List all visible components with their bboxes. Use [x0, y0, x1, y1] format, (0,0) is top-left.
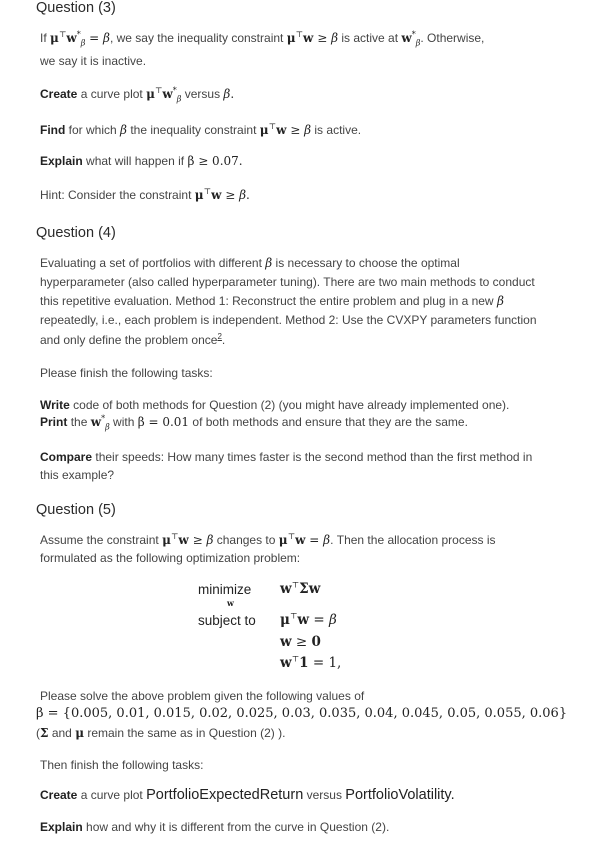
q3-create-task: Create a curve plot $\mu^⊤w^*_\beta$ versus β. — [40, 86, 235, 104]
opt-subject-label: subject to — [198, 613, 256, 628]
opt-subject-row — [198, 613, 256, 628]
q5-assume-changes: changes to — [216, 533, 276, 547]
q5-then-text: Then finish the following tasks: — [40, 758, 204, 772]
q5-solve-line1: Please solve the above problem given the following values of — [40, 689, 365, 703]
q4-line1b-text: is necessary to choose the optimal — [275, 256, 460, 270]
q4-print-bold: Print — [40, 415, 68, 429]
opt-minimize-label: minimize — [198, 582, 252, 597]
q5-beta-values — [36, 704, 596, 723]
optimization-problem — [198, 578, 438, 676]
q3-if-text: If — [40, 31, 47, 45]
q4-para-line1: Evaluating a set of portfolios with different β is necessary to choose the optimal — [40, 256, 460, 270]
opt-objective: w⊤Σw — [280, 580, 321, 597]
q4-compare-text: their speeds: How many times faster is the second method than the first method in — [95, 450, 533, 464]
question-4-heading: Question (4) — [36, 225, 116, 241]
q4-line3-text: this repetitive evaluation. Method 1: Reconstruct the entire problem and plug in a new — [40, 294, 494, 308]
q3-hint-text: Hint: Consider the constraint — [40, 188, 192, 202]
footnote-2-link[interactable]: 2 — [217, 332, 222, 341]
q5-create-y: PortfolioVolatility. — [345, 787, 455, 803]
q4-compare-line2: this example? — [40, 468, 115, 482]
q4-write-text: code of both methods for Question (2) (you might have already implemented one). — [73, 398, 510, 412]
q4-print-text: the — [70, 415, 88, 429]
opt-constraint-budget: w⊤1 = 1, — [280, 654, 342, 671]
q4-print-text2: with — [113, 415, 135, 429]
q4-write-bold: Write — [40, 398, 70, 412]
q3-create-bold: Create — [40, 87, 78, 101]
q4-line1-text: Evaluating a set of portfolios with different — [40, 256, 262, 270]
q4-para-line3: this repetitive evaluation. Method 1: Reconstruct the entire problem and plug in a new β — [40, 294, 504, 308]
q5-assume-line2: formulated as the following optimization problem: — [40, 551, 301, 565]
question-3-heading: Question (3) — [36, 0, 116, 16]
q5-beta-values-text: β = {0.005, 0.01, 0.015, 0.02, 0.025, 0.03, 0.035, 0.04, 0.045, 0.05, 0.055, 0.06} — [36, 706, 568, 721]
q3-hint: Hint: Consider the constraint μ⊤w ≥ β. — [40, 187, 250, 202]
q5-create-bold: Create — [40, 788, 78, 802]
q3-otherwise-text: . Otherwise, — [420, 31, 485, 45]
q4-compare-task — [40, 448, 570, 467]
question-5-heading: Question (5) — [36, 502, 116, 518]
q5-explain-task — [40, 818, 570, 837]
q5-assume-line1: Assume the constraint μ⊤w ≥ β changes to μ⊤w = β. Then the allocation process is — [40, 532, 496, 547]
q3-explain-task — [40, 152, 570, 171]
q5-create-text: a curve plot — [80, 788, 143, 802]
q5-explain-bold: Explain — [40, 820, 83, 834]
opt-constraint-nonneg: w ≥ 0 — [280, 634, 321, 650]
q4-para-line2: hyperparameter (also called hyperparameter tuning). There are two main methods to conduct — [40, 275, 535, 289]
q4-compare-bold: Compare — [40, 450, 93, 464]
q5-assume-then: . Then the allocation process is — [330, 533, 496, 547]
q3-find-bold: Find — [40, 123, 66, 137]
opt-minimize-var: w — [227, 598, 234, 608]
q5-remain-and: and — [51, 726, 72, 740]
q3-active-definition: If $\mu^⊤w^*_\beta = \beta$, we say the inequality constraint μ⊤w ≥ β is active at $w^*_\beta$. Otherwise, — [40, 30, 485, 48]
q3-create-text: a curve plot — [80, 87, 143, 101]
q4-line5-text: and only define the problem once — [40, 333, 218, 347]
q5-remain-line: (Σ and μ remain the same as in Question (2) ). — [36, 726, 286, 740]
opt-minimize-row — [198, 582, 251, 597]
q5-explain-text: how and why it is different from the curve in Question (2). — [86, 820, 390, 834]
q4-print-task: Print the $w^*_\beta$ with β = 0.01 of both methods and ensure that they are the same. — [40, 414, 468, 432]
q3-find-text: for which — [68, 123, 117, 137]
q3-explain-value: β ≥ 0.07. — [187, 154, 243, 168]
q3-mid-text: , we say the inequality constraint — [109, 31, 284, 45]
q3-find-task: Find for which β the inequality constraint μ⊤w ≥ β is active. — [40, 122, 362, 137]
q4-print-text3: of both methods and ensure that they are the same. — [192, 415, 468, 429]
q3-active-text: is active at — [341, 31, 399, 45]
q3-find-text3: is active. — [314, 123, 362, 137]
q5-create-versus: versus — [306, 788, 342, 802]
q5-create-x: PortfolioExpectedReturn — [146, 787, 304, 803]
q4-tasks-intro: Please finish the following tasks: — [40, 366, 213, 380]
opt-constraint-return: μ⊤w = β — [280, 611, 337, 628]
q4-print-value: β = 0.01 — [137, 415, 190, 429]
q4-para-line5: and only define the problem once$^2$. — [40, 332, 226, 347]
q5-create-task — [40, 786, 570, 805]
q3-inactive-line: we say it is inactive. — [40, 54, 147, 68]
q5-assume-text: Assume the constraint — [40, 533, 159, 547]
q3-explain-text: what will happen if — [86, 154, 185, 168]
q4-para-line4: repeatedly, i.e., each problem is independent. Method 2: Use the CVXPY parameters function — [40, 313, 537, 327]
q3-explain-bold: Explain — [40, 154, 83, 168]
q3-find-text2: the inequality constraint — [130, 123, 257, 137]
q3-create-versus: versus — [184, 87, 221, 101]
q5-remain-text: remain the same as in Question (2) ). — [87, 726, 286, 740]
